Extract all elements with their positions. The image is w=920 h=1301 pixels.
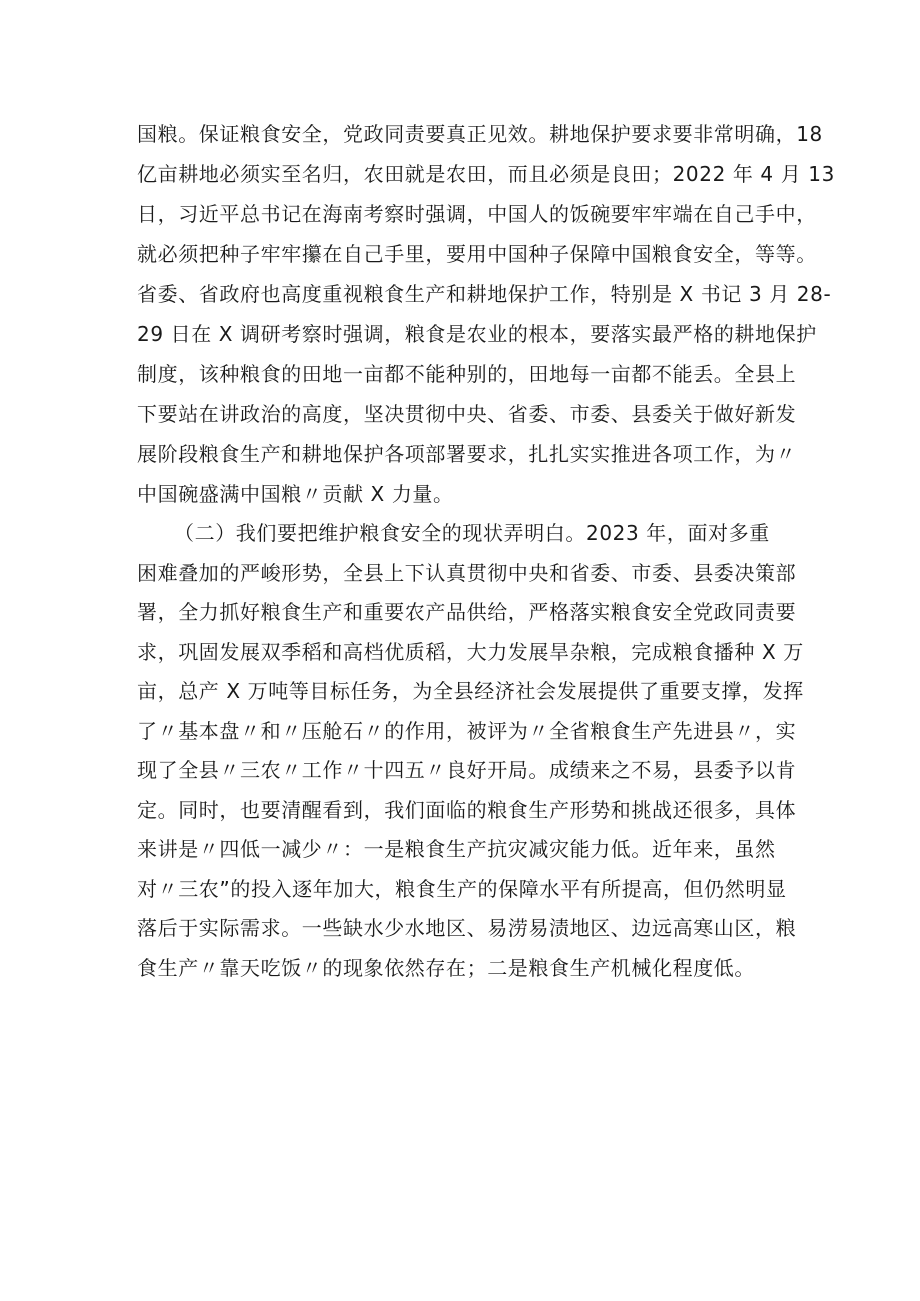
text-line: 对〃三农”的投入逐年加大，粮食生产的保障水平有所提高，但仍然明显 xyxy=(137,876,787,901)
text-line: 下要站在讲政治的高度，坚决贯彻中央、省委、市委、县委关于做好新发 xyxy=(137,402,797,426)
section-heading-line: （二）我们要把维护粮食安全的现状弄明白。2023 年，面对多重 xyxy=(174,521,770,545)
text-line: 日，习近平总书记在海南考察时强调，中国人的饭碗要牢牢端在自己手中， xyxy=(137,202,817,226)
text-line: 落后于实际需求。一些缺水少水地区、易涝易渍地区、边远高寒山区，粮 xyxy=(137,916,797,940)
paragraph-2 xyxy=(137,514,804,988)
text-line: 求，巩固发展双季稻和高档优质稻，大力发展旱杂粮，完成粮食播种 X 万 xyxy=(137,639,804,664)
document-body xyxy=(137,114,835,988)
text-line: 食生产〃靠天吃饭〃的现象依然存在；二是粮食生产机械化程度低。 xyxy=(137,955,755,980)
text-line: 了〃基本盘〃和〃压舱石〃的作用，被评为〃全省粮食生产先进县〃，实 xyxy=(137,718,797,743)
text-line: 来讲是〃四低一减少〃：一是粮食生产抗灾减灾能力低。近年来，虽然 xyxy=(137,837,776,861)
text-line: 省委、省政府也高度重视粮食生产和耕地保护工作，特别是 X 书记 3 月 28- xyxy=(137,282,832,306)
text-line: 亿亩耕地必须实至名归，农田就是农田，而且必须是良田；2022 年 4 月 13 xyxy=(137,162,835,186)
text-line: 署，全力抓好粮食生产和重要农产品供给，严格落实粮食安全党政同责要 xyxy=(137,600,797,624)
text-line: 国粮。保证粮食安全，党政同责要真正见效。耕地保护要求要非常明确，18 xyxy=(137,122,823,146)
text-line: 困难叠加的严峻形势，全县上下认真贯彻中央和省委、市委、县委决策部 xyxy=(137,560,797,585)
text-line: 现了全县〃三农〃工作〃十四五〃良好开局。成绩来之不易，县委予以肯 xyxy=(137,758,797,782)
text-line: 定。同时，也要清醒看到，我们面临的粮食生产形势和挑战还很多，具体 xyxy=(137,797,797,822)
text-line: 中国碗盛满中国粮〃贡献 X 力量。 xyxy=(137,482,454,506)
text-line: 亩，总产 X 万吨等目标任务，为全县经济社会发展提供了重要支撑，发挥 xyxy=(137,679,804,703)
text-line: 展阶段粮食生产和耕地保护各项部署要求，扎扎实实推进各项工作，为〃 xyxy=(137,442,797,466)
text-line: 就必须把种子牢牢攥在自己手里，要用中国种子保障中国粮食安全，等等。 xyxy=(137,242,817,266)
paragraph-1 xyxy=(137,114,835,514)
text-line: 制度，该种粮食的田地一亩都不能种别的，田地每一亩都不能丢。全县上 xyxy=(137,362,797,386)
text-line: 29 日在 X 调研考察时强调，粮食是农业的根本，要落实最严格的耕地保护 xyxy=(137,322,817,346)
